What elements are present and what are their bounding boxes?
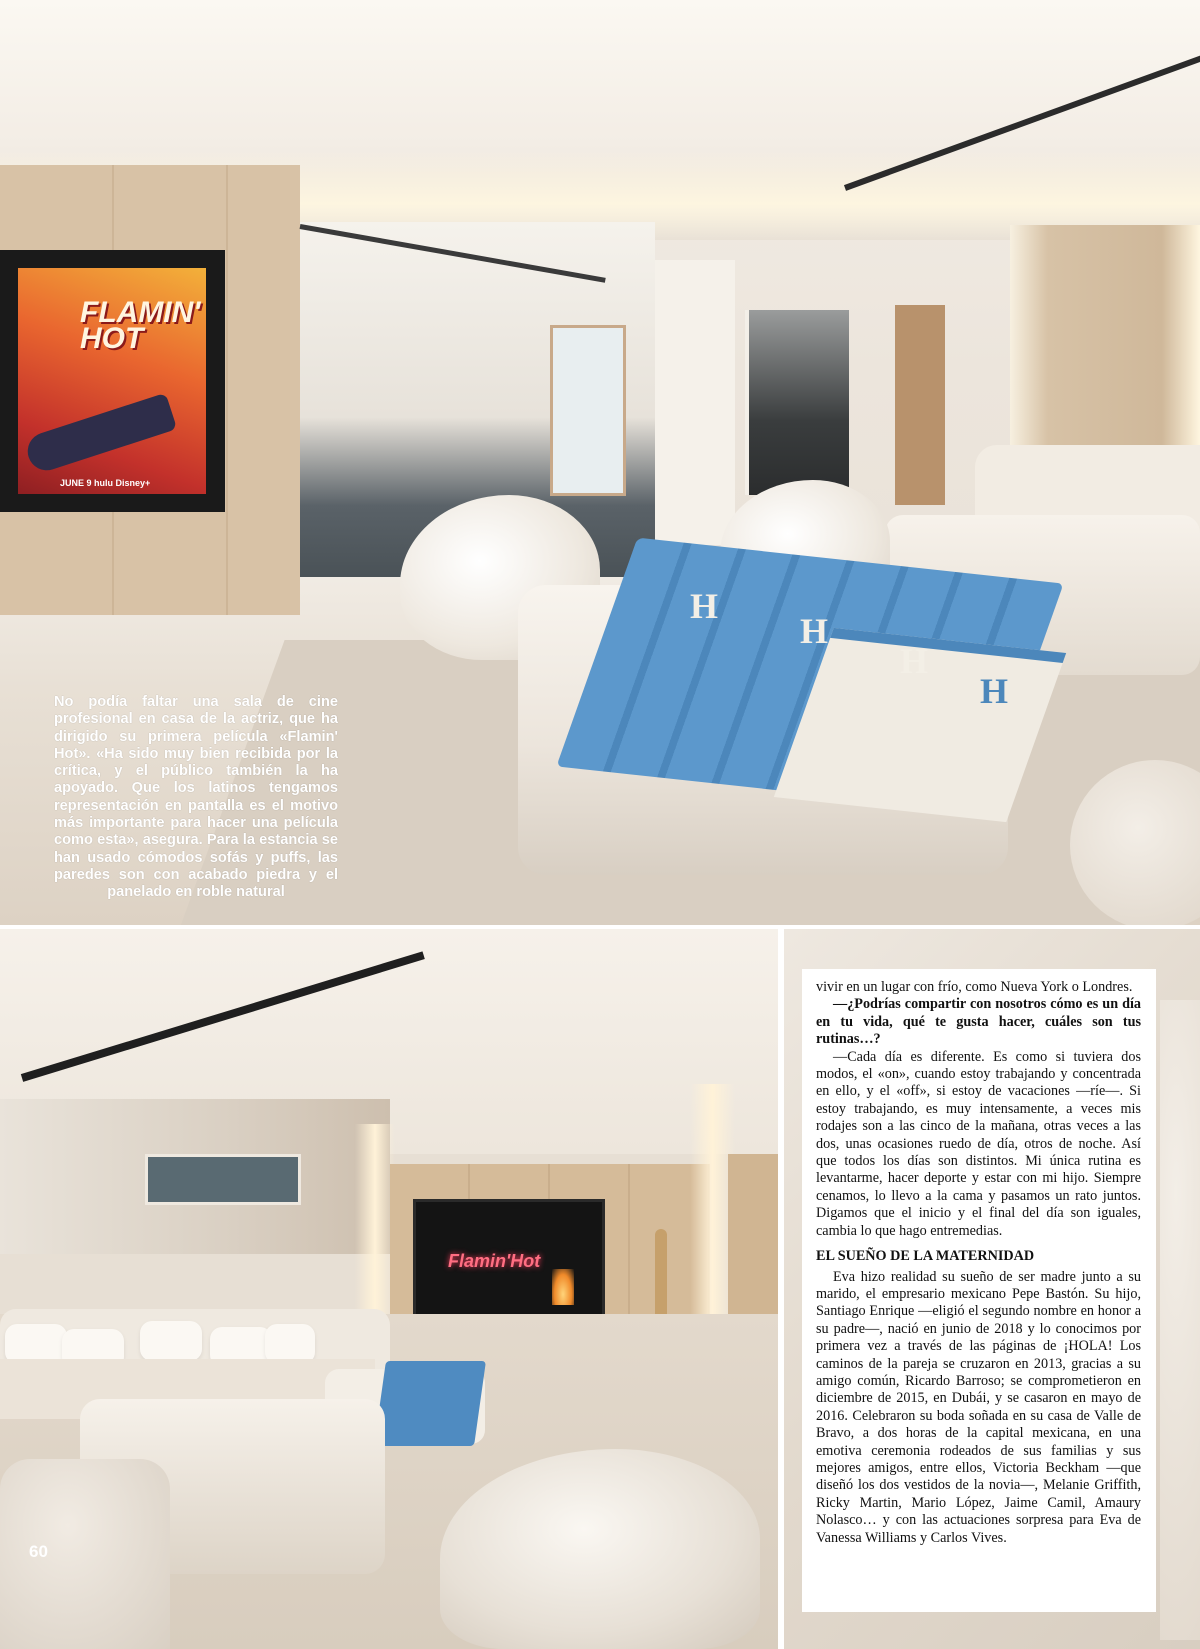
window bbox=[145, 1154, 301, 1205]
interview-question: —¿Podrías compartir con nosotros cómo es un día en tu vida, qué te gusta hacer, cuáles son tus rutinas…? bbox=[816, 996, 1141, 1048]
bottom-photo-cinema-room bbox=[0, 929, 778, 1649]
blue-blanket bbox=[374, 1361, 486, 1446]
gym-equipment-area bbox=[745, 310, 849, 495]
cushion bbox=[265, 1324, 315, 1364]
glass-door bbox=[550, 325, 626, 496]
blanket-letter: H bbox=[900, 641, 929, 681]
tv-screen-title: Flamin'Hot bbox=[448, 1251, 541, 1271]
white-column bbox=[655, 260, 735, 545]
photo-caption: No podía faltar una sala de cine profesional en casa de la actriz, que ha dirigido su primera película «Flamin' Hot». «Ha sido muy bien recibida por la crítica, y el público también la ha apoyado. Que los latinos tengamos representación en pantalla es el motivo más importante para hacer una película como esta», asegura. Para la estancia se han usado cómodos sofás y puffs, las paredes son con acabado piedra y el panelado en roble natural bbox=[54, 694, 338, 901]
cushion bbox=[140, 1321, 202, 1361]
article-paragraph: vivir en un lugar con frío, como Nueva York o Londres. bbox=[816, 979, 1133, 995]
photo-divider-vertical bbox=[778, 925, 784, 1649]
article-body bbox=[816, 979, 1141, 1547]
poster-title: FLAMIN' HOT bbox=[80, 296, 201, 355]
blanket-letter: H bbox=[800, 611, 829, 651]
wall-light-glow bbox=[355, 1124, 395, 1319]
blanket-letter: H bbox=[980, 671, 1009, 711]
section-heading: EL SUEÑO DE LA MATERNIDAD bbox=[816, 1248, 1035, 1265]
armchair bbox=[0, 1459, 170, 1649]
photo-divider-horizontal bbox=[0, 925, 1200, 929]
fire-on-screen bbox=[552, 1269, 574, 1305]
poster-footer: JUNE 9 hulu Disney+ bbox=[60, 478, 151, 488]
page-number: 60 bbox=[29, 1542, 48, 1561]
wooden-door bbox=[895, 305, 945, 505]
cushion bbox=[5, 1324, 67, 1364]
backlit-wall-panel bbox=[1010, 225, 1200, 470]
article-paragraph: —Cada día es diferente. Es como si tuviera dos modos, el «on», cuando estoy trabajando y concentrada en ello, y el «off», si estoy de vacaciones —ríe—. Si estoy trabajando, es muy intensamente, a veces mis rodajes son a las cinco de la mañana, otras veces a las dos, unas ocasiones ruedo de día, otros de noche. Así que todos los días son distintos. Mi única rutina es levantarme, hacer deporte y estar con mi hijo. Siempre cenamos, lo llevo a la cama y pasamos un rato juntos. Digamos que el inicio y el final del día son iguales, cambia lo que hago entremedias. bbox=[816, 1048, 1141, 1239]
blanket-letter: H bbox=[690, 586, 719, 626]
sofa-fabric-detail bbox=[1160, 1000, 1200, 1640]
article-paragraph: Eva hizo realidad su sueño de ser madre junto a su marido, el empresario mexicano Pepe Bastón. Su hijo, Santiago Enrique —eligió el segundo nombre en honor a su padre—, nació en junio de 2018 y lo conocimos por primera vez a través de las páginas de ¡HOLA! Los caminos de la pareja se cruzaron en 2013, gracias a su amigo común, Ricardo Barroso; se comprometieron en diciembre de 2015, en Dubái, y se casaron en mayo de 2016. Celebraron su boda soñada en su casa de Valle de Bravo, a dos horas de la capital mexicana, en una emotiva ceremonia rodeados de sus familias y sus mejores amigos, entre ellos, Victoria Beckham —que diseñó los dos vestidos de la novia—, Melanie Griffith, Ricky Martin, Mario López, Jaime Camil, Amaury Nolasco… y con las actuaciones sorpresa para Eva de Vanessa Williams y Carlos Vives. bbox=[816, 1268, 1141, 1546]
